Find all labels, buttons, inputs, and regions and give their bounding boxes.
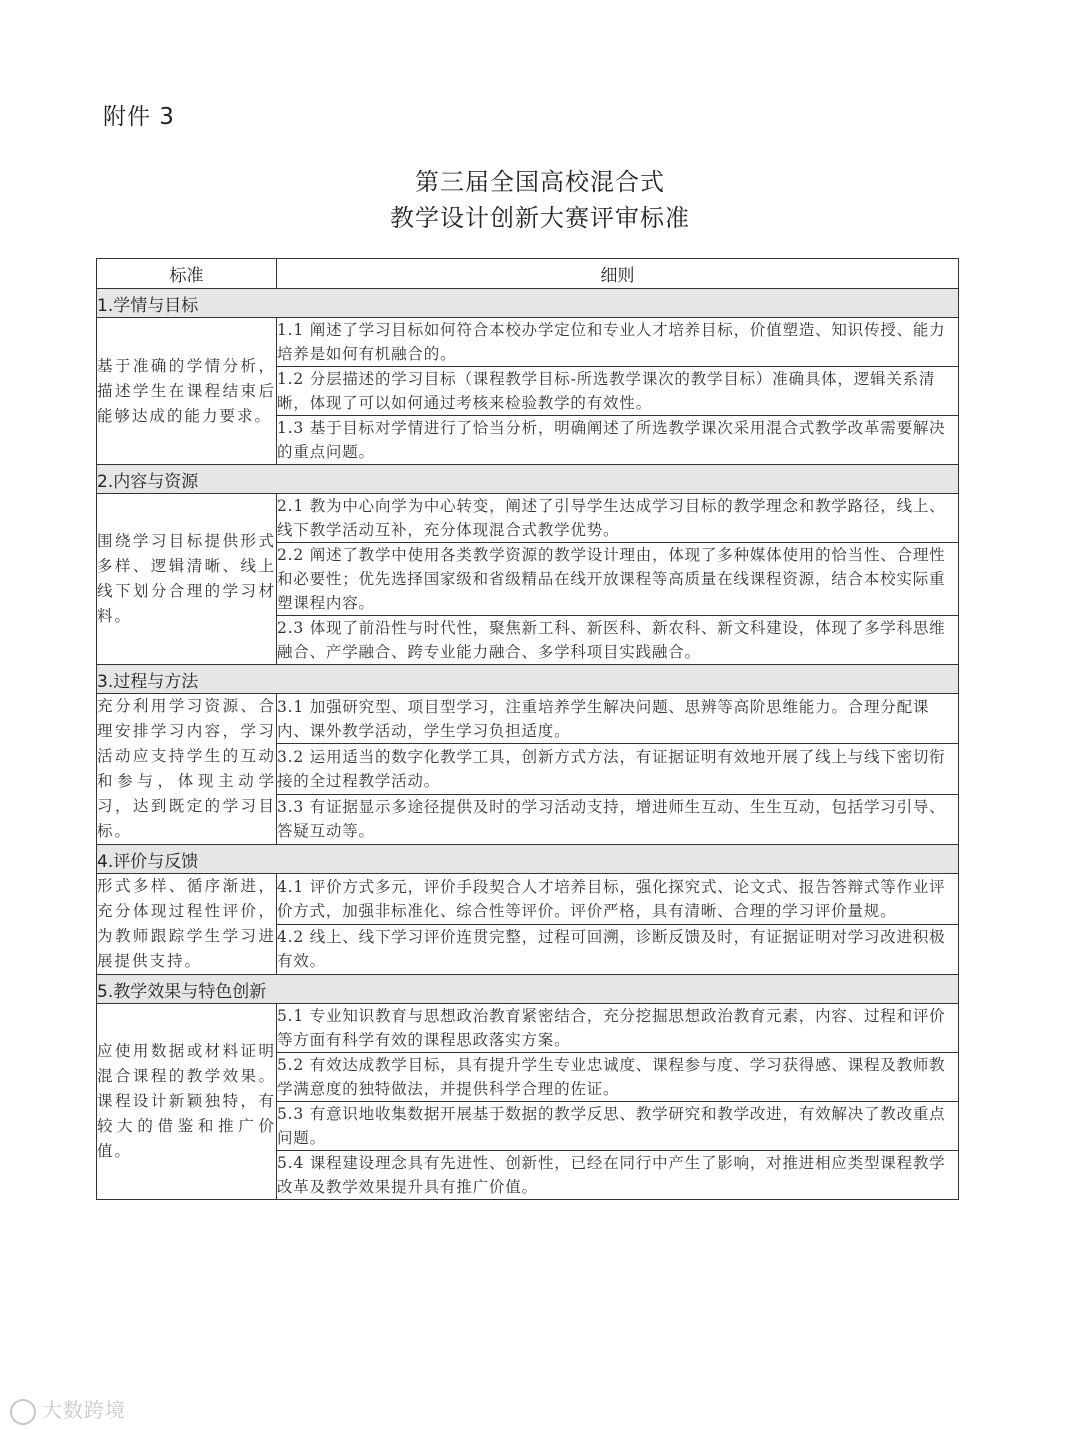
table-row [97,694,959,744]
detail-cell-2-1: 2.1 教为中心向学为中心转变，阐述了引导学生达成学习目标的教学理念和教学路径，线上、线下教学活动互补，充分体现混合式教学优势。 [277,494,959,543]
detail-cell-1-2: 1.2 分层描述的学习目标（课程教学目标-所选教学课次的教学目标）准确具体，逻辑关系清晰，体现了可以如何通过考核来检验教学的有效性。 [277,367,959,416]
detail-cell-4-1: 4.1 评价方式多元，评价手段契合人才培养目标，强化探究式、论文式、报告答辩式等作业评价方式，加强非标准化、综合性等评价。评价严格，具有清晰、合理的学习评价量规。 [277,874,959,925]
attachment-label: 附件 3 [103,104,175,130]
detail-cell-1-3: 1.3 基于目标对学情进行了恰当分析，明确阐述了所选教学课次采用混合式教学改革需要解决的重点问题。 [277,416,959,465]
table-row [97,1004,959,1053]
header-standard: 标准 [97,259,277,289]
detail-cell-2-2: 2.2 阐述了教学中使用各类教学资源的教学设计理由，体现了多种媒体使用的恰当性、合理性和必要性；优先选择国家级和省级精品在线开放课程等高质量在线课程资源，结合本校实际重塑课程内容。 [277,543,959,616]
criteria-table [96,258,959,1200]
section-row [97,845,959,874]
section-heading-5: 5.教学效果与特色创新 [97,975,959,1004]
detail-cell-5-1: 5.1 专业知识教育与思想政治教育紧密结合，充分挖掘思想政治教育元素，内容、过程和评价等方面有科学有效的课程思政落实方案。 [277,1004,959,1053]
detail-cell-5-4: 5.4 课程建设理念具有先进性、创新性，已经在同行中产生了影响，对推进相应类型课程教学改革及教学效果提升具有推广价值。 [277,1151,959,1200]
title-line-1: 第三届全国高校混合式 [415,168,665,196]
watermark-logo-icon [10,1399,36,1425]
section-row [97,665,959,694]
section-row [97,289,959,318]
table-row [97,874,959,925]
document-title [0,164,1080,236]
table-row [97,318,959,367]
detail-cell-3-3: 3.3 有证据显示多途径提供及时的学习活动支持，增进师生互动、生生互动，包括学习引导、答疑互动等。 [277,794,959,844]
standard-cell-2: 围绕学习目标提供形式多样、逻辑清晰、线上线下划分合理的学习材料。 [97,494,277,665]
detail-cell-3-1: 3.1 加强研究型、项目型学习，注重培养学生解决问题、思辨等高阶思维能力。合理分配课内、课外教学活动，学生学习负担适度。 [277,694,959,744]
detail-cell-2-3: 2.3 体现了前沿性与时代性，聚焦新工科、新医科、新农科、新文科建设，体现了多学科思维融合、产学融合、跨专业能力融合、多学科项目实践融合。 [277,616,959,665]
detail-cell-4-2: 4.2 线上、线下学习评价连贯完整，过程可回溯，诊断反馈及时，有证据证明对学习改进积极有效。 [277,924,959,975]
title-line-2: 教学设计创新大赛评审标准 [390,204,690,232]
standard-cell-4: 形式多样、循序渐进，充分体现过程性评价，为教师跟踪学生学习进展提供支持。 [97,874,277,975]
section-heading-1: 1.学情与目标 [97,289,959,318]
table-row [97,494,959,543]
detail-cell-5-2: 5.2 有效达成教学目标，具有提升学生专业忠诚度、课程参与度、学习获得感、课程及教师教学满意度的独特做法，并提供科学合理的佐证。 [277,1053,959,1102]
standard-cell-1: 基于准确的学情分析，描述学生在课程结束后能够达成的能力要求。 [97,318,277,465]
detail-cell-3-2: 3.2 运用适当的数字化教学工具，创新方式方法，有证据证明有效地开展了线上与线下密切衔接的全过程教学活动。 [277,744,959,794]
watermark-text: 大数跨境 [42,1398,126,1422]
standard-cell-3: 充分利用学习资源、合理安排学习内容，学习活动应支持学生的互动和参与，体现主动学习，达到既定的学习目标。 [97,694,277,845]
section-heading-4: 4.评价与反馈 [97,845,959,874]
section-row [97,975,959,1004]
standard-cell-5: 应使用数据或材料证明混合课程的教学效果。课程设计新颖独特，有较大的借鉴和推广价值。 [97,1004,277,1200]
table-header-row [97,259,959,289]
header-detail: 细则 [277,259,959,289]
watermark [10,1394,126,1425]
detail-cell-5-3: 5.3 有意识地收集数据开展基于数据的教学反思、教学研究和教学改进，有效解决了教改重点问题。 [277,1102,959,1151]
section-row [97,465,959,494]
section-heading-2: 2.内容与资源 [97,465,959,494]
section-heading-3: 3.过程与方法 [97,665,959,694]
detail-cell-1-1: 1.1 阐述了学习目标如何符合本校办学定位和专业人才培养目标，价值塑造、知识传授、能力培养是如何有机融合的。 [277,318,959,367]
